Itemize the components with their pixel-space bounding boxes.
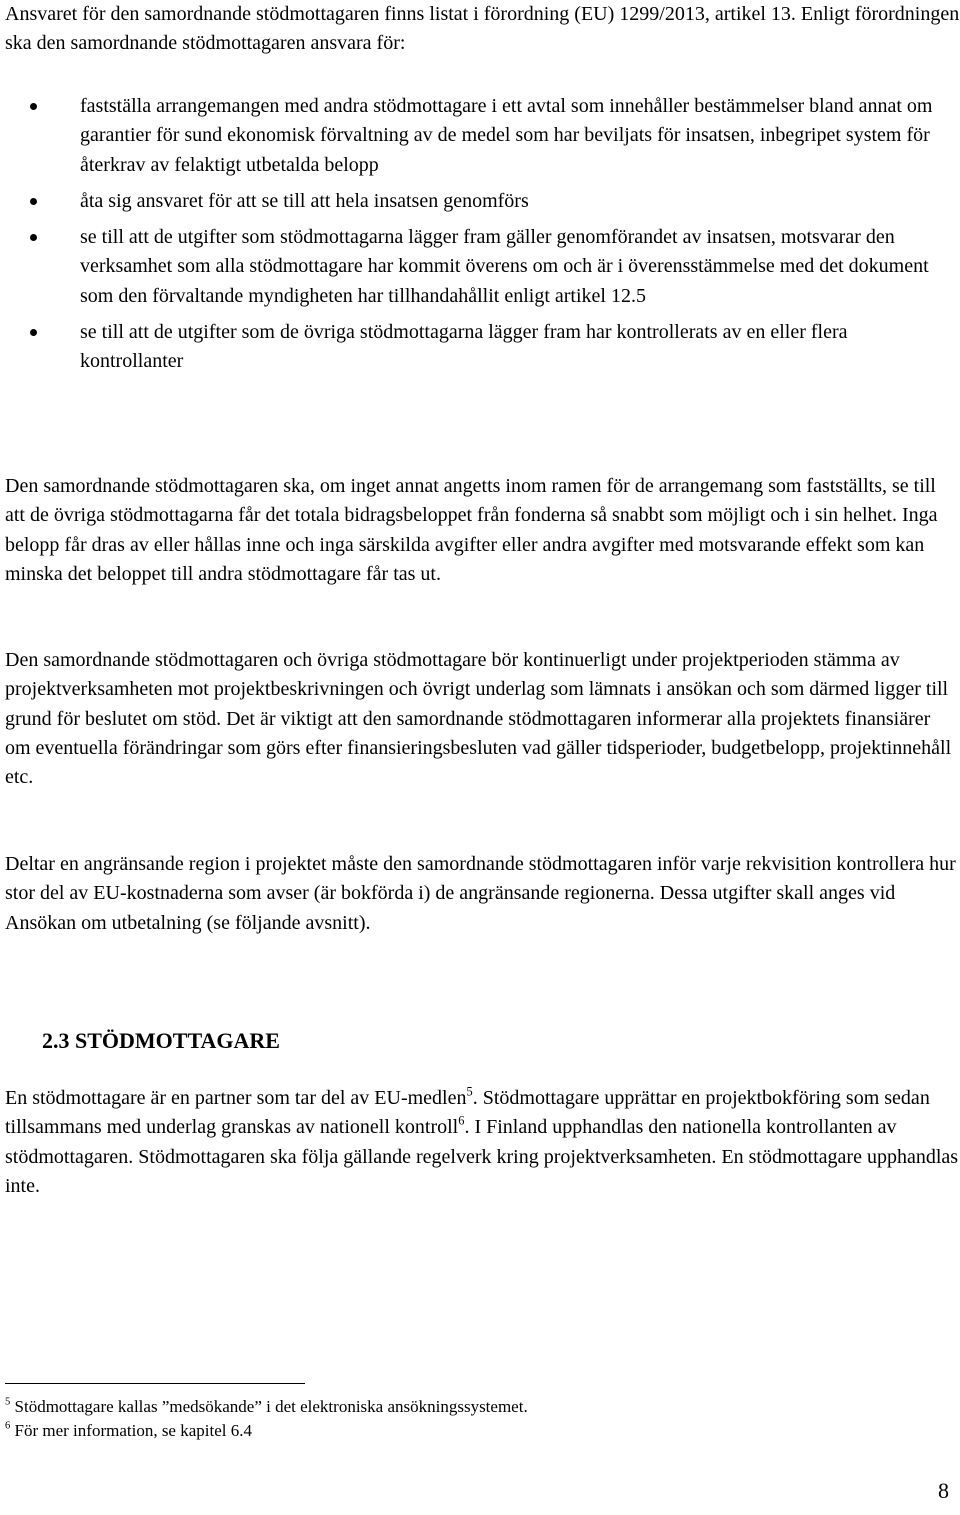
responsibility-list	[0, 92, 960, 377]
page-number: 8	[938, 1478, 949, 1503]
list-item	[0, 223, 960, 311]
bullet-icon	[30, 329, 37, 336]
list-item-text: se till att de utgifter som stödmottagarna lägger fram gäller genomförandet av insatsen, motsvarar den verksamhet som alla stödmottagare har kommit överens om och är i överensstämmelse med det dokument som den förvaltande myndigheten har tillhandahållit enligt artikel 12.5	[80, 226, 929, 307]
footnote-reference[interactable]: 5	[466, 1084, 473, 1099]
footnote-number: 5	[5, 1396, 11, 1408]
section-paragraph	[5, 1084, 960, 1201]
intro-paragraph: Ansvaret för den samordnande stödmottagaren finns listat i förordning (EU) 1299/2013, artikel 13. Enligt förordningen ska den samordnande stödmottagaren ansvara för:	[5, 3, 960, 55]
bullet-icon	[30, 103, 37, 110]
body-paragraph: Den samordnande stödmottagaren och övriga stödmottagare bör kontinuerligt under projektperioden stämma av projektverksamheten mot projektbeskrivningen och övrigt underlag som lämnats i ansökan och som därmed ligger till grund för beslutet om stöd. Det är viktigt att den samordnande stödmottagaren informerar alla projektets finansiärer om eventuella förändringar som görs efter finansieringsbesluten vad gäller tidsperioder, budgetbelopp, projektinnehåll etc.	[5, 649, 952, 789]
footnote-text: För mer information, se kapitel 6.4	[10, 1421, 252, 1440]
section-text-2: . Stödmottagare upprättar en projektbokföring som sedan tillsammans med underlag granskas av nationell kontroll	[5, 1087, 930, 1139]
footnote-reference[interactable]: 6	[458, 1113, 465, 1128]
list-item	[0, 187, 960, 216]
bullet-icon	[30, 198, 37, 205]
list-item	[0, 318, 960, 377]
list-item	[0, 92, 960, 180]
bullet-icon	[30, 234, 37, 241]
footnote	[5, 1396, 528, 1418]
section-heading: 2.3 STÖDMOTTAGARE	[42, 1028, 280, 1053]
list-item-text: se till att de utgifter som de övriga stödmottagarna lägger fram har kontrollerats av en eller flera kontrollanter	[80, 321, 848, 373]
body-paragraph: Den samordnande stödmottagaren ska, om inget annat angetts inom ramen för de arrangemang som fastställts, se till att de övriga stödmottagarna får det totala bidragsbeloppet från fonderna så snabbt som möjligt och i sin helhet. Inga belopp får dras av eller hållas inne och inga särskilda avgifter eller andra avgifter med motsvarande effekt som kan minska det beloppet till andra stödmottagare får tas ut.	[5, 475, 938, 585]
list-item-text: åta sig ansvaret för att se till att hela insatsen genomförs	[80, 189, 529, 212]
footnote-number: 6	[5, 1420, 11, 1432]
section-text-1: En stödmottagare är en partner som tar del av EU-medlen	[5, 1087, 467, 1109]
section-text-3: . I Finland upphandlas den nationella kontrollanten av stödmottagaren. Stödmottagaren ska följa gällande regelverk kring projektverksamheten. En stödmottagare upphandlas inte.	[5, 1116, 959, 1197]
body-paragraph: Deltar en angränsande region i projektet måste den samordnande stödmottagaren inför varje rekvisition kontrollera hur stor del av EU-kostnaderna som avser (är bokförda i) de angränsande regionerna. Dessa utgifter skall anges vid Ansökan om utbetalning (se följande avsnitt).	[5, 853, 956, 934]
footnote-separator	[5, 1383, 305, 1384]
list-item-text: fastställa arrangemangen med andra stödmottagare i ett avtal som innehåller bestämmelser bland annat om garantier för sund ekonomisk förvaltning av de medel som har beviljats för insatsen, inbegripet system för återkrav av felaktigt utbetalda belopp	[80, 95, 933, 176]
footnote-text: Stödmottagare kallas ”medsökande” i det elektroniska ansökningssystemet.	[10, 1397, 528, 1416]
footnote	[5, 1420, 252, 1442]
